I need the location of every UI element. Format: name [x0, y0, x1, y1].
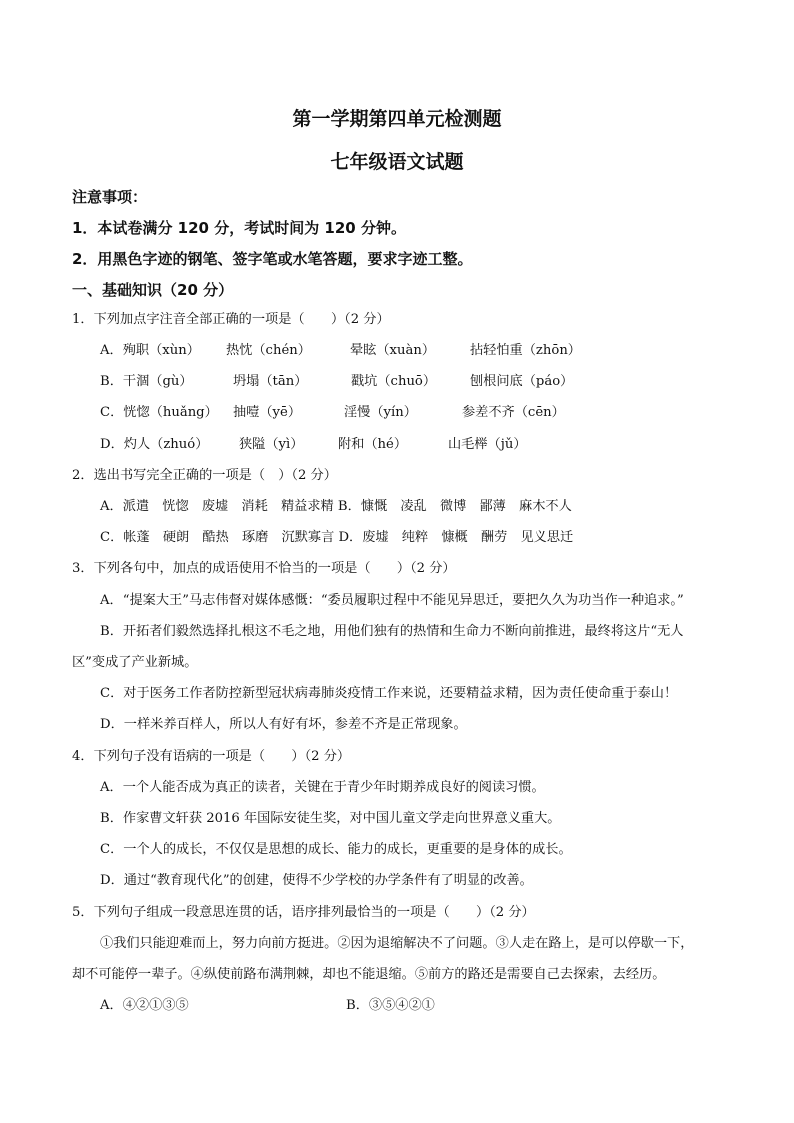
question-stem: 4．下列句子没有语病的一项是（ ）（2 分）	[72, 749, 351, 764]
notes-heading: 注意事项：	[72, 188, 148, 206]
option-line: D．一样米养百样人，所以人有好有坏，参差不齐是正常现象。	[100, 717, 467, 732]
question-stem: 3．下列各句中，加点的成语使用不恰当的一项是（ ）（2 分）	[72, 561, 456, 576]
option-cell: 狭隘（yì）	[239, 437, 304, 452]
option-cell: 淫慢（yín）	[344, 405, 417, 420]
question-stem: 2．选出书写完全正确的一项是（ ）（2 分）	[72, 468, 337, 483]
option-line: C．对于医务工作者防控新型冠状病毒肺炎疫情工作来说，还要精益求精，因为责任使命重于泰山！	[100, 686, 678, 701]
option-row: C．帐蓬 硬朗 酷热 琢磨 沉默寡言 D．废墟 纯粹 慷概 酬劳 见义思迁	[100, 530, 574, 545]
option-line: C．一个人的成长，不仅仅是思想的成长、能力的成长，更重要的是身体的成长。	[100, 842, 572, 857]
option-line: A．一个人能否成为真正的读者，关键在于青少年时期养成良好的阅读习惯。	[100, 780, 545, 795]
passage-line: ①我们只能迎难而上，努力向前方挺进。②因为退缩解决不了问题。③人走在路上，是可以停歇一下，	[100, 936, 694, 951]
option-line: 区”变成了产业新城。	[72, 655, 198, 670]
option-cell: 坍塌（tān）	[233, 374, 308, 389]
page-title: 第一学期第四单元检测题	[292, 108, 502, 130]
option-cell: 附和（hé）	[338, 437, 408, 452]
option-cell: 热忱（chén）	[226, 343, 311, 358]
option-line: B．开拓者们毅然选择扎根这不毛之地，用他们独有的热情和生命力不断向前推进，最终将这片“无人	[100, 624, 684, 639]
section-heading: 一、基础知识（20 分）	[72, 281, 234, 299]
option-cell: 戳坑（chuō）	[351, 374, 437, 389]
option-cell: 山毛榉（jǔ）	[448, 437, 527, 452]
option-cell: 参差不齐（cēn）	[462, 405, 565, 420]
option-cell: B．干涸（gù）	[100, 374, 193, 389]
note-item: 2．用黑色字迹的钢笔、签字笔或水笔答题，要求字迹工整。	[72, 250, 473, 268]
option-cell: 刨根问底（páo）	[470, 374, 574, 389]
option-row: A．派遣 恍惚 废墟 消耗 精益求精 B．慷慨 凌乱 微博 鄙薄 麻木不人	[100, 499, 572, 514]
option-cell: D．灼人（zhuó）	[100, 437, 209, 452]
option-cell: C．恍惚（huǎng）	[100, 405, 218, 420]
question-stem: 5．下列句子组成一段意思连贯的话，语序排列最恰当的一项是（ ）（2 分）	[72, 905, 535, 920]
option-cell: 拈轻怕重（zhōn）	[470, 343, 581, 358]
note-item: 1．本试卷满分 120 分，考试时间为 120 分钟。	[72, 219, 406, 237]
question-stem: 1．下列加点字注音全部正确的一项是（ ）（2 分）	[72, 312, 390, 327]
option-cell: 晕眩（xuàn）	[350, 343, 436, 358]
option-line: A．“提案大王”马志伟督对媒体感慨：“委员履职过程中不能见异思迁，要把久久为功当作一种追求。”	[100, 593, 684, 608]
option-b: B．③⑤④②①	[346, 998, 435, 1013]
option-line: D．通过“教育现代化”的创建，使得不少学校的办学条件有了明显的改善。	[100, 873, 533, 888]
page-subtitle: 七年级语文试题	[330, 151, 464, 173]
passage-line: 却不可能停一辈子。④纵使前路布满荆棘，却也不能退缩。⑤前方的路还是需要自己去探索，去经历。	[72, 967, 666, 982]
option-line: B．作家曹文轩获 2016 年国际安徒生奖，对中国儿童文学走向世界意义重大。	[100, 811, 561, 826]
option-a: A．④②①③⑤	[100, 998, 189, 1013]
option-cell: A．殉职（xùn）	[100, 343, 200, 358]
option-cell: 抽噎（yē）	[233, 405, 302, 420]
